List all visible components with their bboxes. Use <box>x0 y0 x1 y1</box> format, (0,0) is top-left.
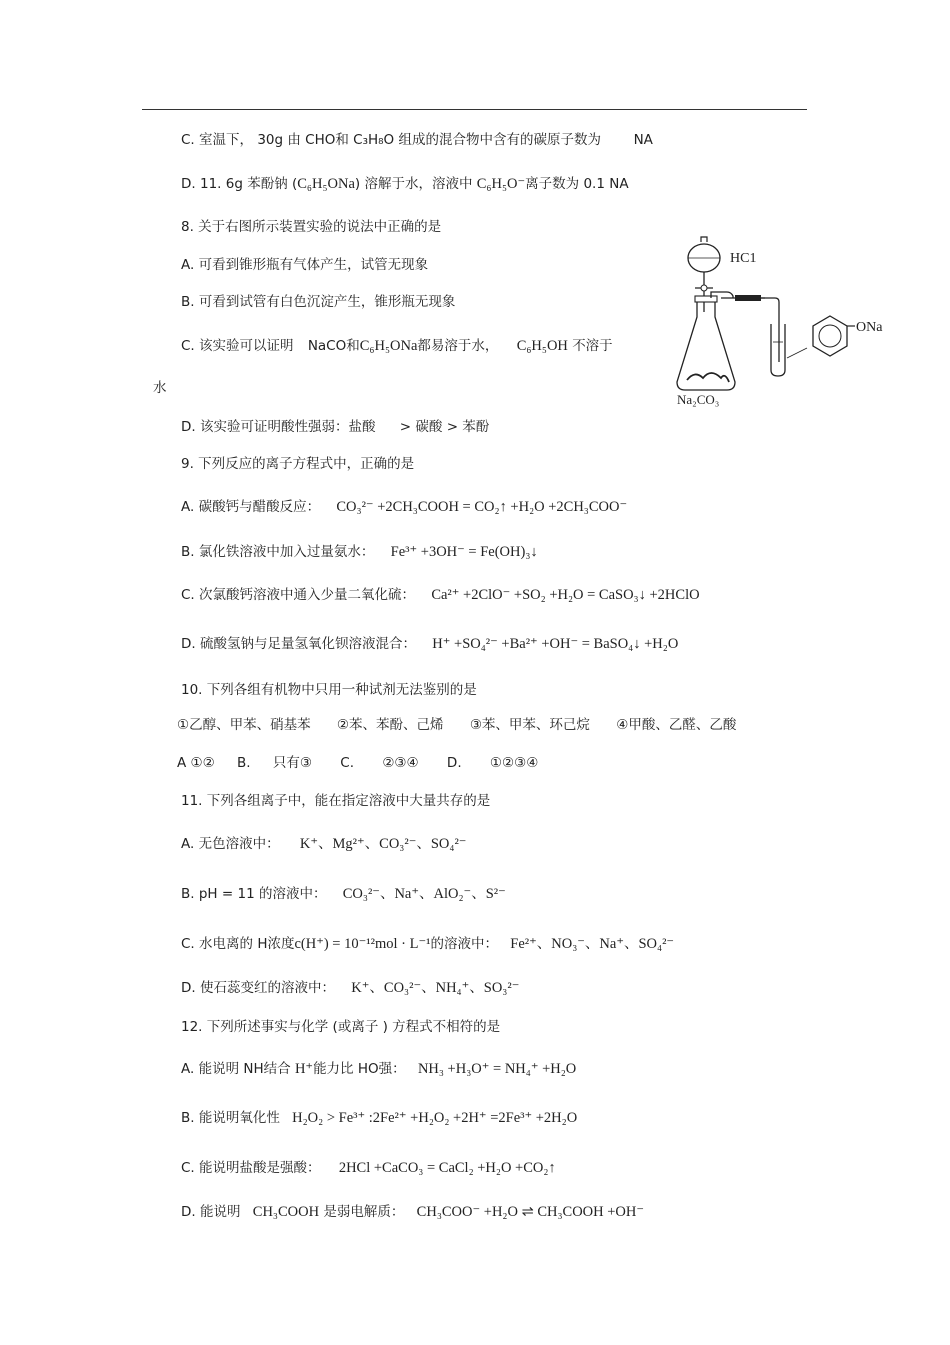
option-text-post: 强： <box>378 1061 406 1077</box>
benzene-ring <box>813 316 847 356</box>
option-label: B. <box>181 886 195 902</box>
option-text: 硫酸氢钠与足量氢氧化钡溶液混合： <box>199 636 416 652</box>
q9-option-c <box>181 583 700 604</box>
formula: CH₃COOH <box>252 1204 320 1220</box>
option-text-mid: 能力比 <box>313 1061 354 1077</box>
option-text: 室温下， <box>199 132 254 148</box>
formula: H <box>257 936 268 952</box>
option-label: D. <box>181 419 196 435</box>
ion: H⁺ <box>294 1061 314 1077</box>
choice-c: ②③④ <box>382 755 419 771</box>
option-text-mid: 浓度 <box>267 936 295 952</box>
option-text: 水电离的 <box>199 936 254 952</box>
flask-stopper <box>695 296 717 302</box>
option-text: 能说明氧化性 <box>198 1110 280 1126</box>
apparatus-figure <box>665 232 905 412</box>
q8-option-c <box>181 334 613 355</box>
choice-b: 只有③ <box>272 755 312 771</box>
benzene-ring-inner <box>819 325 841 347</box>
formula: C₆H₅ONa <box>297 176 355 192</box>
choice-c-label: C. <box>340 755 355 771</box>
option-label: D. <box>181 980 196 996</box>
ion-list: Fe²⁺、NO₃⁻、Na⁺、SO₄²⁻ <box>510 936 675 952</box>
option-text: 该实验可以证明 <box>199 338 294 354</box>
q8-stem: 8. 关于右图所示装置实验的说法中正确的是 <box>181 219 442 235</box>
option-label: B. <box>181 294 195 310</box>
option-text: 苯酚 <box>462 419 490 435</box>
q9-stem: 9. 下列反应的离子方程式中，正确的是 <box>181 456 415 472</box>
q11-option-c <box>181 932 674 953</box>
option-text: 碳酸 <box>415 419 443 435</box>
option-label: C. <box>181 132 195 148</box>
funnel-stopper <box>701 237 707 242</box>
rubber-tube <box>735 295 761 301</box>
concentration: c(H⁺) = 10⁻¹²mol · L⁻¹ <box>294 936 431 952</box>
tube-into-test-tube <box>761 298 779 362</box>
q12-option-d <box>181 1200 644 1221</box>
q11-stem: 11. 下列各组离子中，能在指定溶液中大量共存的是 <box>181 793 491 809</box>
q10-options <box>177 751 538 771</box>
ona-label: ONa <box>856 320 883 335</box>
ion-list: K⁺、Mg²⁺、CO₃²⁻、SO₄²⁻ <box>299 836 467 852</box>
equation: CO₃²⁻ +2CH₃COOH = CO₂↑ +H₂O +2CH₃COO⁻ <box>336 499 628 515</box>
option-text: 次氯酸钙溶液中通入少量二氧化硫： <box>199 587 416 603</box>
option-label: A. <box>181 1061 195 1077</box>
q11-option-d <box>181 976 519 997</box>
ion-list: K⁺、CO₃²⁻、NH₄⁺、SO₃²⁻ <box>351 980 520 996</box>
option-text-and: 和 <box>346 338 360 354</box>
sodium-carbonate-solid <box>687 373 729 382</box>
option-label: D. <box>181 1204 196 1220</box>
option-text-post: 离子数为 <box>525 176 580 192</box>
formula: HO <box>357 1061 379 1077</box>
option-text: 可看到试管有白色沉淀产生，锥形瓶无现象 <box>198 294 456 310</box>
q12-option-a <box>181 1057 576 1078</box>
q8-option-d <box>181 415 489 435</box>
option-text: 使石蕊变红的溶液中： <box>199 980 335 996</box>
formula: C₆H₅ONa <box>359 338 418 354</box>
hcl-label: HC1 <box>730 251 757 266</box>
equation: Ca²⁺ +2ClO⁻ +SO₂ +H₂O = CaSO₃↓ +2HClO <box>431 587 700 603</box>
label-pointer <box>787 348 807 358</box>
option-label: D. <box>181 176 196 192</box>
formula: C₆H₅OH <box>516 338 568 354</box>
stopcock-knob <box>701 285 707 291</box>
option-text-post: 不溶于 <box>572 338 613 354</box>
option-text-mid: ) 溶解于水，溶液中 <box>354 176 473 192</box>
q11-option-b <box>181 882 506 903</box>
q8-option-c-continued: 水 <box>153 380 167 396</box>
equation: H₂O₂ > Fe³⁺ :2Fe²⁺ +H₂O₂ +2H⁺ =2Fe³⁺ +2H₂O <box>292 1110 578 1126</box>
q9-option-d <box>181 632 678 653</box>
group-item: ④甲酸、乙醛、乙酸 <box>616 717 737 733</box>
ion: C₆H₅O⁻ <box>476 176 526 192</box>
option-text-end: 0.1 NA <box>583 176 629 192</box>
option-label: C. <box>181 587 195 603</box>
equation: H⁺ +SO₄²⁻ +Ba²⁺ +OH⁻ = BaSO₄↓ +H₂O <box>432 636 679 652</box>
group-item: ①乙醇、甲苯、硝基苯 <box>177 717 311 733</box>
option-text: 可看到锥形瓶有气体产生，试管无现象 <box>198 257 429 273</box>
option-label: A. <box>181 499 195 515</box>
choice-d-label: D. <box>446 755 462 771</box>
formula: NH <box>243 1061 264 1077</box>
equation: CH₃COO⁻ +H₂O ⇌ CH₃COOH +OH⁻ <box>416 1204 645 1220</box>
option-text-mid: 都易溶于水， <box>417 338 499 354</box>
option-label: C. <box>181 1160 195 1176</box>
option-text: pH = 11 的溶液中： <box>198 886 327 902</box>
option-text-mid: 30g 由 CHO和 C₃H₈O 组成的混合物中含有的碳原子数为 <box>257 132 601 148</box>
choice-b-label: B. <box>237 755 251 771</box>
greater-than: > <box>399 419 412 435</box>
q8-option-b <box>181 290 455 310</box>
option-text: 能说明 <box>199 1204 241 1220</box>
test-tube <box>771 324 785 376</box>
q12-stem: 12. 下列所述事实与化学 (或离子 ) 方程式不相符的是 <box>181 1019 501 1035</box>
greater-than: > <box>446 419 458 435</box>
q8-option-a <box>181 253 428 273</box>
option-label: A. <box>181 836 195 852</box>
option-label: C. <box>181 338 195 354</box>
option-text: 能说明 <box>198 1061 240 1077</box>
q7-option-c <box>181 128 653 148</box>
q9-option-b <box>181 540 538 561</box>
ion-list: CO₃²⁻、Na⁺、AlO₂⁻、S²⁻ <box>342 886 506 902</box>
option-text: 11. 6g 苯酚钠 ( <box>199 176 298 192</box>
q10-groups <box>177 713 736 733</box>
equation: NH₃ +H₃O⁺ = NH₄⁺ +H₂O <box>417 1061 577 1077</box>
q12-option-b <box>181 1106 577 1127</box>
group-item: ②苯、苯酚、己烯 <box>336 717 444 733</box>
equation: Fe³⁺ +3OH⁻ = Fe(OH)₃↓ <box>390 544 538 560</box>
option-text: 无色溶液中： <box>198 836 280 852</box>
option-text: 该实验可证明酸性强弱：盐酸 <box>199 419 376 435</box>
q12-option-c <box>181 1156 556 1177</box>
option-text: 氯化铁溶液中加入过量氨水： <box>198 544 375 560</box>
option-text-post: 的溶液中： <box>430 936 498 952</box>
header-rule <box>142 109 807 110</box>
option-label: B. <box>181 544 195 560</box>
option-label: D. <box>181 636 196 652</box>
equation: 2HCl +CaCO₃ = CaCl₂ +H₂O +CO₂↑ <box>338 1160 556 1176</box>
na2co3-label: Na₂CO₃ <box>677 392 720 407</box>
option-text-mid: 结合 <box>263 1061 291 1077</box>
option-label: C. <box>181 936 195 952</box>
q7-option-d <box>181 172 629 193</box>
choice-d: ①②③④ <box>489 755 539 771</box>
q10-stem: 10. 下列各组有机物中只用一种试剂无法鉴别的是 <box>181 682 477 698</box>
option-label: B. <box>181 1110 195 1126</box>
choice-a: A ①② <box>177 755 215 771</box>
q9-option-a <box>181 495 627 516</box>
option-label: A. <box>181 257 195 273</box>
option-text: 能说明盐酸是强酸： <box>199 1160 321 1176</box>
q11-option-a <box>181 832 466 853</box>
option-text-end: NA <box>633 132 653 148</box>
option-text: 碳酸钙与醋酸反应： <box>198 499 321 515</box>
option-text-post: 是弱电解质： <box>323 1204 405 1220</box>
formula: NaCO <box>307 338 347 354</box>
group-item: ③苯、甲苯、环己烷 <box>469 717 590 733</box>
